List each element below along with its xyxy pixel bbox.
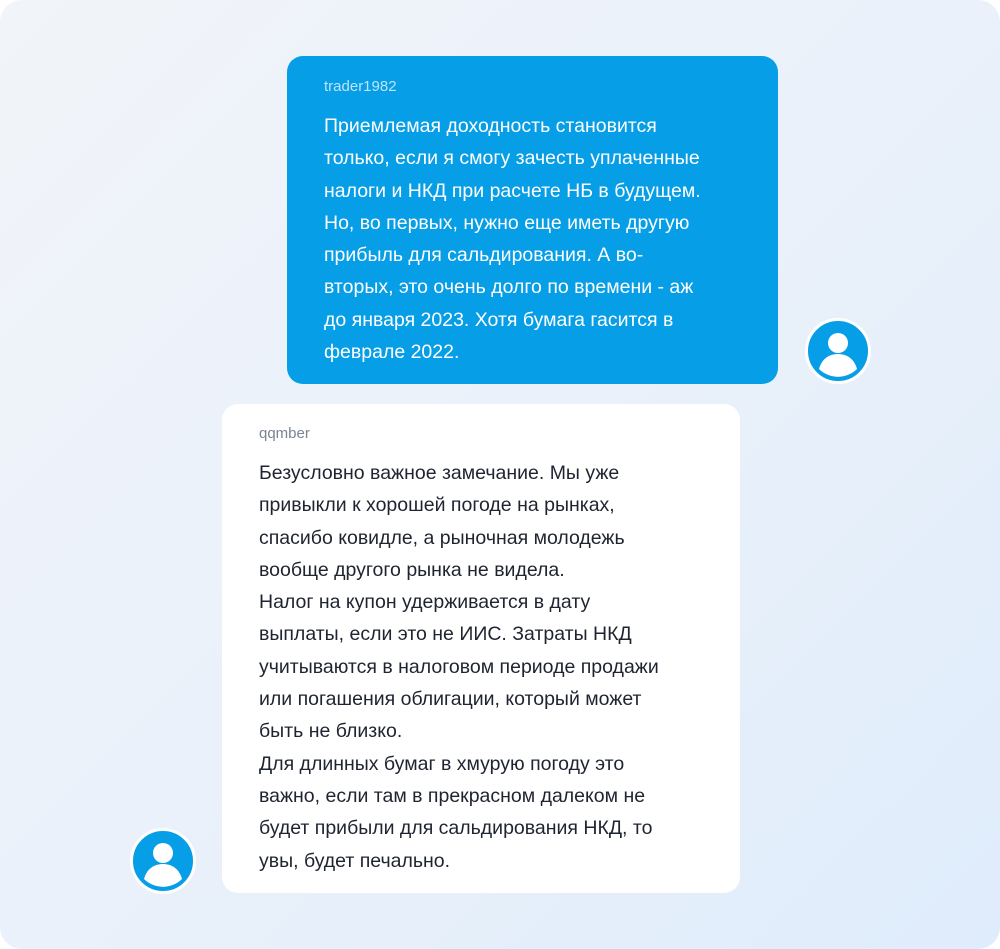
user-avatar-icon <box>808 321 868 381</box>
avatar[interactable] <box>130 828 196 894</box>
avatar[interactable] <box>805 318 871 384</box>
message-author[interactable]: trader1982 <box>324 78 397 95</box>
message-bubble-incoming[interactable] <box>222 404 740 893</box>
user-avatar-icon <box>133 831 193 891</box>
message-text: Безусловно важное замечание. Мы уже привыкли к хорошей погоде на рынках, спасибо ковидле, а рыночная молодежь вообще другого рынка не видела. Налог на купон удерживается в дату выплаты, если это не ИИС. Затраты НКД учитываются в налоговом периоде продажи или погашения облигации, который может быть не близко. Для длинных бумаг в хмурую погоду это важно, если там в прекрасном далеком не будет прибыли для сальдирования НКД, то увы, будет печально. <box>259 462 659 872</box>
message-bubble-outgoing[interactable] <box>287 56 778 384</box>
message-author[interactable]: qqmber <box>259 425 310 442</box>
message-text: Приемлемая доходность становится только, если я смогу зачесть уплаченные налоги и НКД при расчете НБ в будущем. Но, во первых, нужно еще иметь другую прибыль для сальдирования. А во- вторых, это очень долго по времени - аж до января 2023. Хотя бумага гасится в феврале 2022. <box>324 115 701 364</box>
